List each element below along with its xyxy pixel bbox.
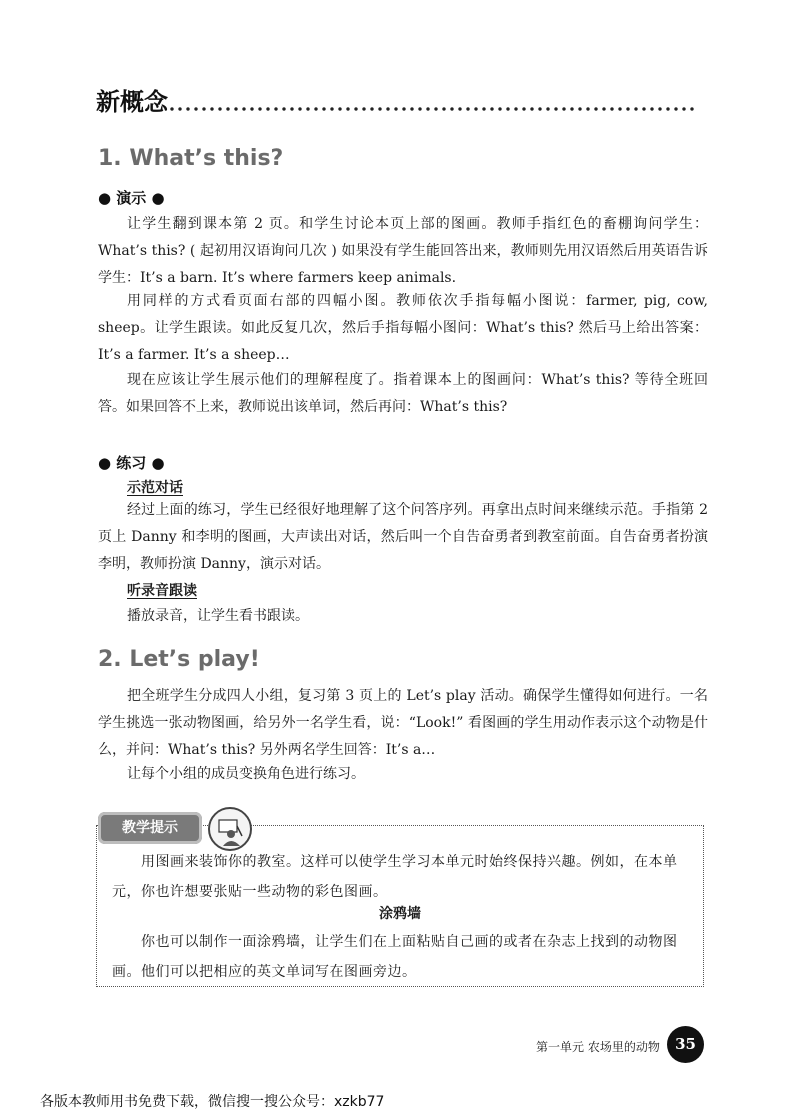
practice-paragraph-2: 播放录音，让学生看书跟读。 [127, 608, 309, 624]
page-header-title: 新概念 [96, 88, 168, 116]
demo-heading: ● 演示 ● [98, 189, 165, 207]
practice-subheading-demo-dialogue: 示范对话 [127, 480, 183, 496]
tip-subtitle-graffiti-wall: 涂鸦墙 [379, 906, 421, 922]
tip-paragraph-2: 你也可以制作一面涂鸦墙，让学生们在上面粘贴自己画的或者在杂志上找到的动物图画。他们可以把相应的英文单词写在图画旁边。 [112, 934, 678, 980]
download-note: 各版本教师用书免费下载，微信搜一搜公众号：xzkb77 [40, 1094, 385, 1110]
practice-subheading-listen: 听录音跟读 [127, 583, 197, 599]
tip-paragraph-1: 用图画来装饰你的教室。这样可以使学生学习本单元时始终保持兴趣。例如，在本单元，你也许想要张贴一些动物的彩色图画。 [112, 854, 678, 900]
header-dotted-rule [168, 106, 698, 112]
section-2-title: 2. Let’s play! [98, 647, 260, 672]
footer-unit-label: 第一单元 农场里的动物 [536, 1040, 660, 1054]
page-number-badge: 35 [667, 1026, 704, 1063]
teacher-chalkboard-icon [207, 806, 253, 852]
play-paragraph-2: 让每个小组的成员变换角色进行练习。 [127, 766, 365, 782]
practice-heading: ● 练习 ● [98, 454, 165, 472]
demo-paragraph-1-line1: 让学生翻到课本第 2 页。和学生讨论本页上部的图画。教师手指红色的畜棚询问 [127, 216, 664, 232]
demo-paragraph-1 [98, 211, 708, 292]
teaching-tip-label: 教学提示 [98, 812, 202, 844]
demo-paragraph-3: 现在应该让学生展示他们的理解程度了。指着课本上的图画问：What’s this? 等待全班回答。如果回答不上来，教师说出该单词，然后再问：What’s this? [98, 372, 708, 415]
play-paragraph-1: 把全班学生分成四人小组，复习第 3 页上的 Let’s play 活动。确保学生懂得如何进行。一名学生挑选一张动物图画，给另外一名学生看，说：“Look!” 看图画的学生用动作表示这个动物是什么，并问：What’s this? 另外两名学生回答：It’s a… [98, 688, 708, 758]
section-1-title: 1. What’s this? [98, 146, 284, 171]
demo-paragraph-2: 用同样的方式看页面右部的四幅小图。教师依次手指每幅小图说：farmer, pig, cow, sheep。让学生跟读。如此反复几次，然后手指每幅小图问：What’s this? 然后马上给出答案：It’s a farmer. It’s a sheep… [98, 293, 708, 363]
practice-paragraph-1: 经过上面的练习，学生已经很好地理解了这个问答序列。再拿出点时间来继续示范。手指第 2 页上 Danny 和李明的图画，大声读出对话，然后叫一个自告奋勇者到教室前面。自告奋勇者扮演李明，教师扮演 Danny，演示对话。 [98, 502, 708, 572]
demo-paragraph-1-rest: 学生：What’s this? ( 起初用汉语询问几次 ) 如果没有学生能回答出来，教师则先用汉语然后用英语告诉学生：It’s a barn. It’s where farmers keep animals. [98, 216, 709, 286]
